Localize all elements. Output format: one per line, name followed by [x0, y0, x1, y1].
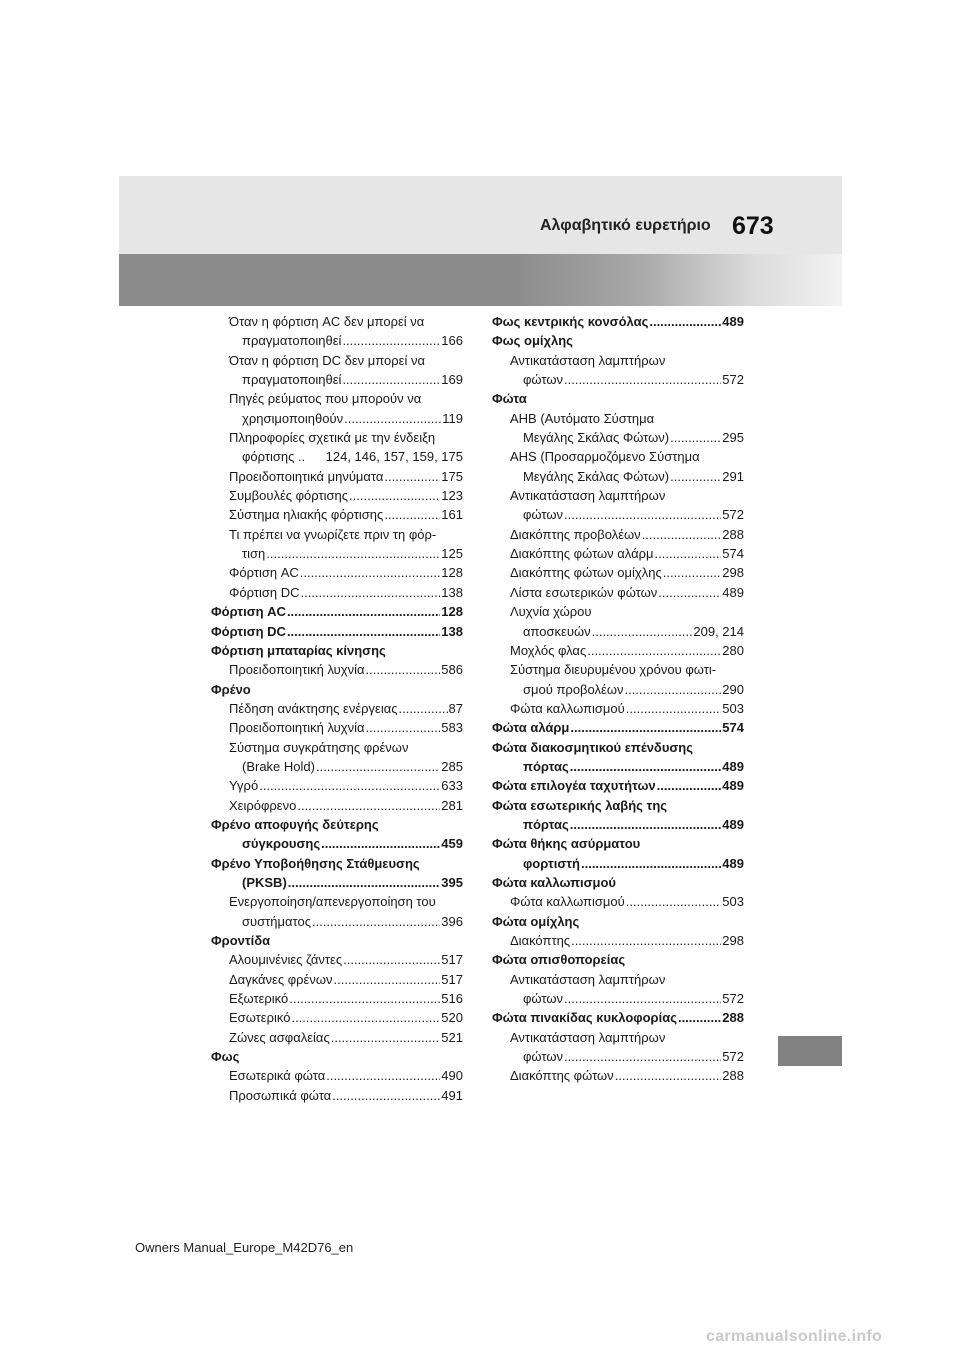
- page-reference: 489: [722, 778, 744, 794]
- index-term: Διακόπτης φώτων ομίχλης: [510, 565, 662, 581]
- page-reference: 128: [441, 565, 463, 581]
- page-reference: 285: [441, 758, 463, 774]
- index-term: Προειδοποιητική λυχνία: [229, 720, 365, 736]
- index-column-right: [492, 312, 744, 1086]
- dot-leader: [326, 1066, 440, 1085]
- index-term: (PKSB): [242, 874, 287, 890]
- index-term: Φώτα εσωτερικής λαβής της: [492, 797, 668, 813]
- index-term: Πέδηση ανάκτησης ενέργειας: [229, 700, 398, 716]
- page-reference: 459: [441, 836, 463, 852]
- footer-manual-id: Owners Manual_Europe_M42D76_en: [135, 1240, 354, 1255]
- dot-leader: [321, 834, 440, 853]
- index-entry: [492, 873, 744, 892]
- index-entry: [211, 428, 463, 447]
- dot-leader: [342, 370, 440, 389]
- index-entry: [211, 583, 463, 602]
- index-term: φώτων: [523, 991, 563, 1007]
- index-entry: [211, 680, 463, 699]
- page-reference: 520: [441, 1010, 463, 1026]
- index-term: Χειρόφρενο: [229, 797, 297, 813]
- dot-leader: [570, 757, 722, 776]
- index-entry: [211, 912, 463, 931]
- page-reference: 491: [441, 1087, 463, 1103]
- index-term: Προειδοποιητικά μηνύματα: [229, 468, 384, 484]
- page-reference: 288: [722, 526, 744, 542]
- page-reference: 298: [722, 933, 744, 948]
- index-term: Φώτα πινακίδας κυκλοφορίας: [492, 1010, 677, 1026]
- index-entry: [211, 699, 463, 718]
- index-entry: [492, 776, 744, 795]
- index-entry: [492, 834, 744, 853]
- page-reference: 295: [722, 430, 744, 446]
- dot-leader: [663, 563, 722, 582]
- page-reference: 209, 214: [693, 623, 744, 639]
- dot-leader: [626, 699, 722, 718]
- page-reference: 503: [722, 894, 744, 910]
- index-entry: [492, 757, 744, 776]
- index-term: Φώτα οπισθοπορείας: [492, 952, 626, 968]
- dot-leader: [587, 641, 721, 660]
- page-reference: 516: [441, 991, 463, 1007]
- index-entry: [211, 1008, 463, 1027]
- page-reference: 123: [441, 488, 463, 504]
- dot-leader: [384, 505, 440, 524]
- index-term: Φώτα καλλωπισμού: [510, 894, 625, 910]
- page-reference: 586: [441, 662, 463, 678]
- page-reference: 489: [722, 816, 744, 832]
- dot-leader: [334, 970, 441, 989]
- dot-leader: [342, 331, 440, 350]
- dot-leader: [259, 776, 440, 795]
- index-term: Εσωτερικό: [229, 1010, 291, 1026]
- index-term: φόρτισης ..: [242, 449, 306, 465]
- index-entry: [211, 1047, 463, 1066]
- page-reference: 517: [441, 971, 463, 987]
- index-term: Φώτα επιλογέα ταχυτήτων: [492, 778, 656, 794]
- dot-leader: [366, 718, 441, 737]
- dot-leader: [655, 544, 722, 563]
- index-entry: [492, 738, 744, 757]
- page-reference: 119: [442, 410, 463, 426]
- page-number: 673: [732, 212, 774, 240]
- index-entry: [492, 389, 744, 408]
- page-reference: 489: [722, 855, 744, 871]
- index-entry: [492, 486, 744, 505]
- index-term: Φρένο: [211, 681, 251, 697]
- index-term: Φώτα καλλωπισμού: [492, 874, 616, 890]
- dot-leader: [564, 505, 721, 524]
- index-entry: [492, 447, 744, 466]
- index-entry: [211, 1086, 463, 1105]
- index-entry: [492, 428, 744, 447]
- index-entry: [492, 583, 744, 602]
- dot-leader: [658, 583, 721, 602]
- page-reference: 572: [722, 507, 744, 523]
- dot-leader: [615, 1066, 722, 1085]
- index-term: φώτων: [523, 1049, 563, 1065]
- index-entry: [211, 738, 463, 757]
- index-entry: [211, 389, 463, 408]
- page-reference: 138: [441, 623, 463, 639]
- index-entry: [211, 776, 463, 795]
- dot-leader: [657, 776, 722, 795]
- index-entry: [492, 409, 744, 428]
- index-entry: [492, 796, 744, 815]
- index-term: Αντικατάσταση λαμπτήρων: [510, 1029, 666, 1045]
- index-term: Φώτα ομίχλης: [492, 913, 580, 929]
- dot-leader: [366, 660, 441, 679]
- index-entry: [492, 699, 744, 718]
- page-reference: 583: [441, 720, 463, 736]
- index-term: Αλουμινένιες ζάντες: [229, 952, 343, 968]
- index-term: πόρτας: [523, 816, 569, 832]
- page-reference: 572: [722, 372, 744, 388]
- index-entry: [492, 892, 744, 911]
- index-entry: [211, 525, 463, 544]
- index-entry: [211, 815, 463, 834]
- index-entry: [211, 544, 463, 563]
- index-term: Υγρό: [229, 778, 259, 794]
- index-term: Φρένο αποφυγής δεύτερης: [211, 816, 379, 832]
- index-term: Διακόπτης προβολέων: [510, 526, 641, 542]
- index-entry: [211, 854, 463, 873]
- index-entry: [211, 970, 463, 989]
- index-term: πόρτας: [523, 758, 569, 774]
- index-term: πραγματοποιηθεί: [242, 333, 342, 349]
- index-entry: [492, 1047, 744, 1066]
- index-term: Φως: [211, 1049, 240, 1065]
- index-term: Φώτα: [492, 391, 527, 407]
- page-reference: 175: [441, 468, 463, 484]
- page-reference: 298: [722, 565, 744, 581]
- index-term: Μεγάλης Σκάλας Φώτων): [523, 430, 670, 446]
- index-entry: [492, 660, 744, 679]
- index-entry: [211, 950, 463, 969]
- index-entry: [211, 718, 463, 737]
- page-reference: 288: [722, 1068, 744, 1084]
- page-reference: 574: [722, 720, 744, 736]
- index-entry: [211, 622, 463, 641]
- index-entry: [492, 1066, 744, 1085]
- page-reference: 290: [722, 681, 744, 697]
- dot-leader: [287, 622, 440, 641]
- index-entry: [492, 970, 744, 989]
- dot-leader: [288, 873, 441, 892]
- dot-leader: [343, 950, 440, 969]
- dot-leader: [670, 467, 721, 486]
- index-entry: [492, 351, 744, 370]
- index-term: Αντικατάσταση λαμπτήρων: [510, 352, 666, 368]
- index-term: Διακόπτης φώτων: [510, 1068, 614, 1084]
- index-entry: [211, 486, 463, 505]
- dot-leader: [570, 815, 722, 834]
- section-title: Αλφαβητικό ευρετήριο: [540, 217, 711, 234]
- page-reference: 125: [441, 546, 463, 562]
- page-reference: 169: [441, 372, 463, 388]
- dot-leader: [592, 622, 693, 641]
- index-entry: [492, 815, 744, 834]
- index-term: χρησιμοποιηθούν: [242, 410, 344, 426]
- index-term: τιση: [242, 546, 266, 562]
- page-reference: 124, 146, 157, 159, 175: [325, 449, 463, 465]
- page-reference: 291: [722, 468, 744, 484]
- index-entry: [492, 950, 744, 969]
- header-gradient-bar: [119, 254, 842, 306]
- index-entry: [492, 680, 744, 699]
- index-entry: [492, 912, 744, 931]
- dot-leader: [291, 1008, 440, 1027]
- index-term: σμού προβολέων: [523, 681, 624, 697]
- index-term: Εξωτερικό: [229, 991, 289, 1007]
- index-entry: [211, 796, 463, 815]
- dot-leader: [570, 718, 721, 737]
- index-term: Προσωπικά φώτα: [229, 1087, 332, 1103]
- index-term: Φόρτιση AC: [229, 565, 299, 581]
- page-reference: 489: [722, 314, 744, 329]
- index-entry: [492, 525, 744, 544]
- index-term: Πηγές ρεύματος που μπορούν να: [229, 391, 422, 407]
- index-entry: [211, 351, 463, 370]
- page-reference: 396: [441, 913, 463, 929]
- index-term: αποσκευών: [523, 623, 591, 639]
- index-entry: [211, 370, 463, 389]
- dot-leader: [564, 989, 721, 1008]
- dot-leader: [624, 680, 721, 699]
- index-term: AHS (Προσαρμοζόμενο Σύστημα: [510, 449, 700, 465]
- page-reference: 166: [441, 333, 463, 349]
- dot-leader: [312, 912, 440, 931]
- index-entry: [211, 331, 463, 350]
- page-reference: 633: [441, 778, 463, 794]
- index-entry: [211, 834, 463, 853]
- index-term: Ενεργοποίηση/απενεργοποίηση του: [229, 894, 436, 910]
- index-term: Φόρτιση AC: [211, 604, 286, 620]
- dot-leader: [581, 854, 721, 873]
- dot-leader: [349, 486, 440, 505]
- index-entry: [492, 331, 744, 350]
- dot-leader: [384, 467, 440, 486]
- index-entry: [492, 467, 744, 486]
- page-reference: 572: [722, 1049, 744, 1065]
- dot-leader: [399, 699, 448, 718]
- index-entry: [211, 892, 463, 911]
- index-entry: [211, 757, 463, 776]
- index-entry: [211, 1066, 463, 1085]
- index-term: AHB (Αυτόματο Σύστημα: [510, 410, 655, 426]
- index-term: (Brake Hold): [242, 758, 315, 774]
- index-term: Φόρτιση DC: [229, 584, 300, 600]
- page-reference: 489: [722, 758, 744, 774]
- dot-leader: [287, 602, 440, 621]
- index-entry: [211, 312, 463, 331]
- index-term: Ζώνες ασφαλείας: [229, 1029, 330, 1045]
- index-entry: [492, 563, 744, 582]
- index-term: Λίστα εσωτερικών φώτων: [510, 584, 658, 600]
- index-term: πραγματοποιηθεί: [242, 372, 342, 388]
- index-column-left: [211, 312, 463, 1105]
- index-term: Συμβουλές φόρτισης: [229, 488, 349, 504]
- index-entry: [492, 1008, 744, 1027]
- dot-leader: [344, 409, 441, 428]
- page-reference: 395: [441, 874, 463, 890]
- dot-leader: [564, 1047, 721, 1066]
- index-term: Φως κεντρικής κονσόλας: [492, 314, 649, 329]
- index-entry: [492, 718, 744, 737]
- index-entry: [492, 622, 744, 641]
- index-entry: [211, 467, 463, 486]
- index-term: Φως ομίχλης: [492, 333, 573, 349]
- index-term: Φροντίδα: [211, 933, 271, 948]
- index-term: Μοχλός φλας: [510, 642, 587, 658]
- index-term: Αντικατάσταση λαμπτήρων: [510, 971, 666, 987]
- index-entry: [211, 989, 463, 1008]
- index-entry: [492, 1028, 744, 1047]
- index-entry: [492, 544, 744, 563]
- page-reference: 161: [441, 507, 463, 523]
- watermark: carmanualsonline.info: [706, 1328, 883, 1345]
- dot-leader: [300, 563, 441, 582]
- index-term: Φρένο Υποβοήθησης Στάθμευσης: [211, 855, 420, 871]
- index-entry: [211, 641, 463, 660]
- page-reference: 521: [441, 1029, 463, 1045]
- index-term: Πληροφορίες σχετικά με την ένδειξη: [229, 430, 436, 446]
- index-term: φορτιστή: [523, 855, 580, 871]
- dot-leader: [297, 796, 440, 815]
- index-entry: [211, 409, 463, 428]
- dot-leader: [670, 428, 721, 447]
- dot-leader: [316, 757, 440, 776]
- page-reference: 87: [448, 700, 463, 716]
- index-entry: [492, 931, 744, 950]
- page-reference: 572: [722, 991, 744, 1007]
- index-term: Σύστημα ηλιακής φόρτισης: [229, 507, 384, 523]
- page-reference: 288: [722, 1010, 744, 1026]
- page-reference: 489: [722, 584, 744, 600]
- index-term: Δαγκάνες φρένων: [229, 971, 333, 987]
- dot-leader: [332, 1086, 440, 1105]
- page-reference: 503: [722, 700, 744, 716]
- index-term: Φόρτιση DC: [211, 623, 286, 639]
- index-term: Φώτα διακοσμητικού επένδυσης: [492, 739, 693, 755]
- index-term: Προειδοποιητική λυχνία: [229, 662, 365, 678]
- page-reference: 517: [441, 952, 463, 968]
- dot-leader: [564, 370, 721, 389]
- index-term: σύγκρουσης: [242, 836, 321, 852]
- index-entry: [211, 660, 463, 679]
- dot-leader: [642, 525, 722, 544]
- page-reference: 490: [441, 1068, 463, 1084]
- dot-leader: [300, 583, 440, 602]
- index-term: Φώτα θήκης ασύρματου: [492, 836, 641, 852]
- index-term: Λυχνία χώρου: [510, 604, 592, 620]
- dot-leader: [678, 1008, 721, 1027]
- index-entry: [492, 854, 744, 873]
- index-term: συστήματος: [242, 913, 311, 929]
- dot-leader: [626, 892, 722, 911]
- thumb-index-tab: [778, 1036, 842, 1066]
- index-entry: [492, 641, 744, 660]
- page-reference: 281: [441, 797, 463, 813]
- dot-leader: [331, 1028, 441, 1047]
- index-entry: [211, 447, 463, 466]
- index-term: Αντικατάσταση λαμπτήρων: [510, 488, 666, 504]
- page-reference: 138: [441, 584, 463, 600]
- index-entry: [492, 505, 744, 524]
- index-entry: [211, 563, 463, 582]
- index-term: Διακόπτης: [510, 933, 571, 948]
- index-term: φώτων: [523, 507, 563, 523]
- index-entry: [211, 602, 463, 621]
- dot-leader: [289, 989, 440, 1008]
- dot-leader: [649, 312, 721, 331]
- index-entry: [492, 989, 744, 1008]
- index-term: Εσωτερικά φώτα: [229, 1068, 326, 1084]
- index-entry: [492, 602, 744, 621]
- page-reference: 574: [722, 546, 744, 562]
- index-term: Όταν η φόρτιση AC δεν μπορεί να: [229, 314, 425, 329]
- index-entry: [211, 873, 463, 892]
- index-term: Τι πρέπει να γνωρίζετε πριν τη φόρ-: [229, 526, 437, 542]
- index-entry: [211, 931, 463, 950]
- index-entry: [492, 370, 744, 389]
- index-term: Διακόπτης φώτων αλάρμ: [510, 546, 654, 562]
- index-term: Φόρτιση μπαταρίας κίνησης: [211, 642, 386, 658]
- index-entry: [211, 505, 463, 524]
- page-reference: 280: [722, 642, 744, 658]
- index-term: Σύστημα συγκράτησης φρένων: [229, 739, 409, 755]
- dot-leader: [571, 931, 721, 950]
- index-term: Φώτα καλλωπισμού: [510, 700, 625, 716]
- dot-leader: [266, 544, 440, 563]
- page-reference: 128: [441, 604, 463, 620]
- index-entry: [492, 312, 744, 331]
- index-term: Σύστημα διευρυμένου χρόνου φωτι-: [510, 662, 717, 678]
- index-term: φώτων: [523, 372, 563, 388]
- index-term: Όταν η φόρτιση DC δεν μπορεί να: [229, 352, 425, 368]
- index-term: Φώτα αλάρμ: [492, 720, 570, 736]
- index-term: Μεγάλης Σκάλας Φώτων): [523, 468, 670, 484]
- index-entry: [211, 1028, 463, 1047]
